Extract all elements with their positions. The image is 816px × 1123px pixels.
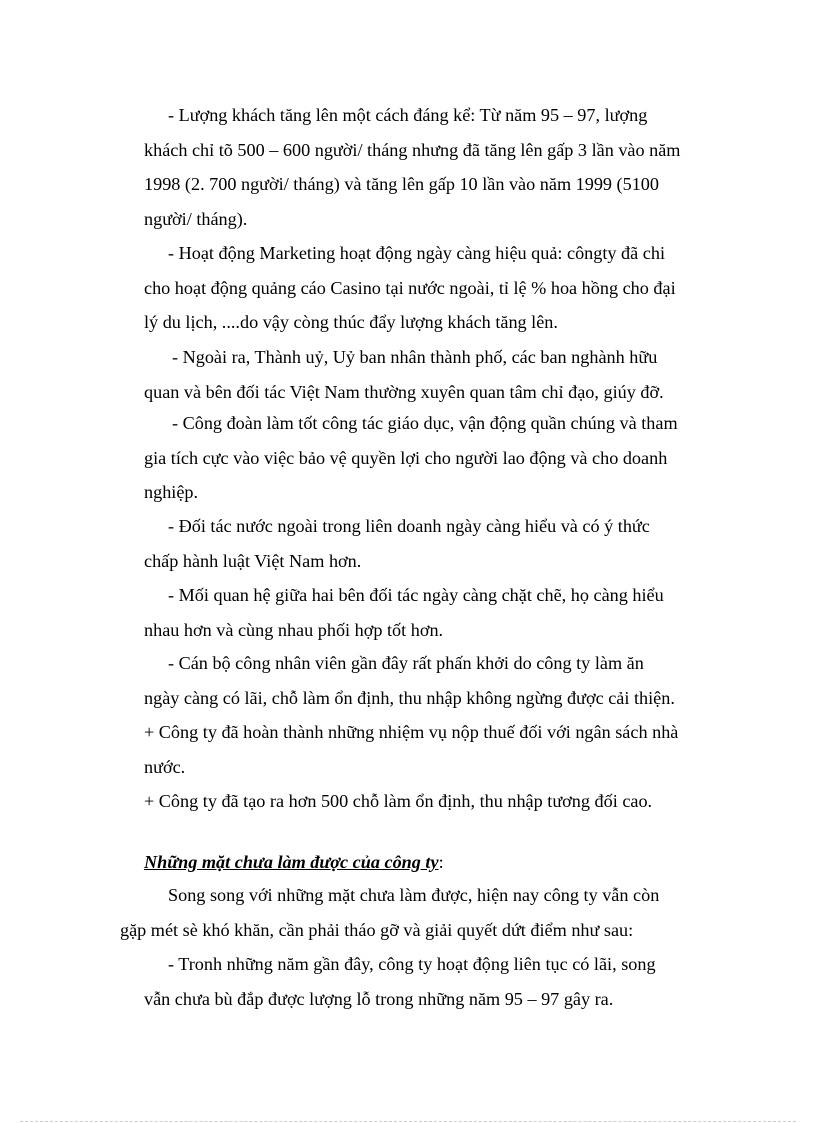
text-line: - Tronh những năm gần đây, công ty hoạt động liên tục có lãi, song — [168, 954, 656, 974]
section-heading-colon: : — [438, 852, 444, 872]
paragraph-difficulties-intro — [120, 878, 700, 947]
text-line: - Lượng khách tăng lên một cách đáng kể: Từ năm 95 – 97, lượng — [168, 105, 648, 125]
text-line: - Ngoài ra, Thành uỷ, Uỷ ban nhân thành phố, các ban nghành hữu — [172, 347, 658, 367]
text-line: người/ tháng). — [144, 208, 248, 229]
paragraph-marketing — [144, 236, 696, 340]
section-heading-text: Những mặt chưa làm được của công ty — [144, 852, 439, 872]
paragraph-foreign-partner — [144, 509, 696, 578]
text-line: vẫn chưa bù đắp được lượng lỗ trong những năm 95 – 97 gây ra. — [144, 988, 614, 1009]
text-line: nhau hơn và cùng nhau phối hợp tốt hơn. — [144, 619, 444, 640]
text-line: chấp hành luật Việt Nam hơn. — [144, 550, 362, 571]
text-line: + Công ty đã hoàn thành những nhiệm vụ nộp thuế đối với ngân sách nhà — [144, 722, 679, 742]
text-line: - Cán bộ công nhân viên gần đây rất phấn khởi do công ty làm ăn — [168, 653, 644, 673]
text-line: - Đối tác nước ngoài trong liên doanh ngày càng hiểu và có ý thức — [168, 516, 650, 536]
text-line: gia tích cực vào việc bảo vệ quyền lợi cho người lao động và cho doanh — [144, 447, 668, 468]
section-heading — [144, 848, 444, 876]
text-line: cho hoạt động quảng cáo Casino tại nước ngoài, tỉ lệ % hoa hồng cho đại — [144, 277, 676, 298]
text-line: - Hoạt động Marketing hoạt động ngày càng hiệu quả: côngty đã chi — [168, 243, 665, 263]
paragraph-relations — [144, 578, 696, 647]
text-line: ngày càng có lãi, chỗ làm ổn định, thu nhập không ngừng được cải thiện. — [144, 687, 675, 708]
text-line: lý du lịch, ....do vậy còng thúc đẩy lượng khách tăng lên. — [144, 312, 558, 332]
paragraph-union — [144, 406, 696, 510]
text-line: Song song với những mặt chưa làm được, hiện nay công ty vẫn còn — [168, 885, 660, 905]
text-line: + Công ty đã tạo ra hơn 500 chỗ làm ổn định, thu nhập tương đối cao. — [144, 791, 653, 811]
text-line: 1998 (2. 700 người/ tháng) và tăng lên gấp 10 lần vào năm 1999 (5100 — [144, 174, 659, 194]
paragraph-staff — [144, 646, 696, 819]
page-bottom-divider — [20, 1121, 796, 1122]
paragraph-guest-growth — [144, 98, 696, 236]
text-line: khách chỉ tõ 500 – 600 người/ tháng nhưng đã tăng lên gấp 3 lần vào năm — [144, 139, 681, 160]
paragraph-losses — [144, 947, 696, 1016]
text-line: nghiệp. — [144, 482, 199, 502]
paragraph-city-support — [144, 340, 696, 409]
text-line: - Công đoàn làm tốt công tác giáo dục, vận động quần chúng và tham — [172, 413, 678, 433]
text-line: gặp mét sè khó khăn, cần phải tháo gỡ và giải quyết dứt điểm như sau: — [120, 919, 634, 940]
text-line: quan và bên đối tác Việt Nam thường xuyên quan tâm chỉ đạo, giúy đỡ. — [144, 381, 664, 402]
text-line: - Mối quan hệ giữa hai bên đối tác ngày càng chặt chẽ, họ càng hiểu — [168, 585, 664, 605]
text-line: nước. — [144, 756, 186, 777]
